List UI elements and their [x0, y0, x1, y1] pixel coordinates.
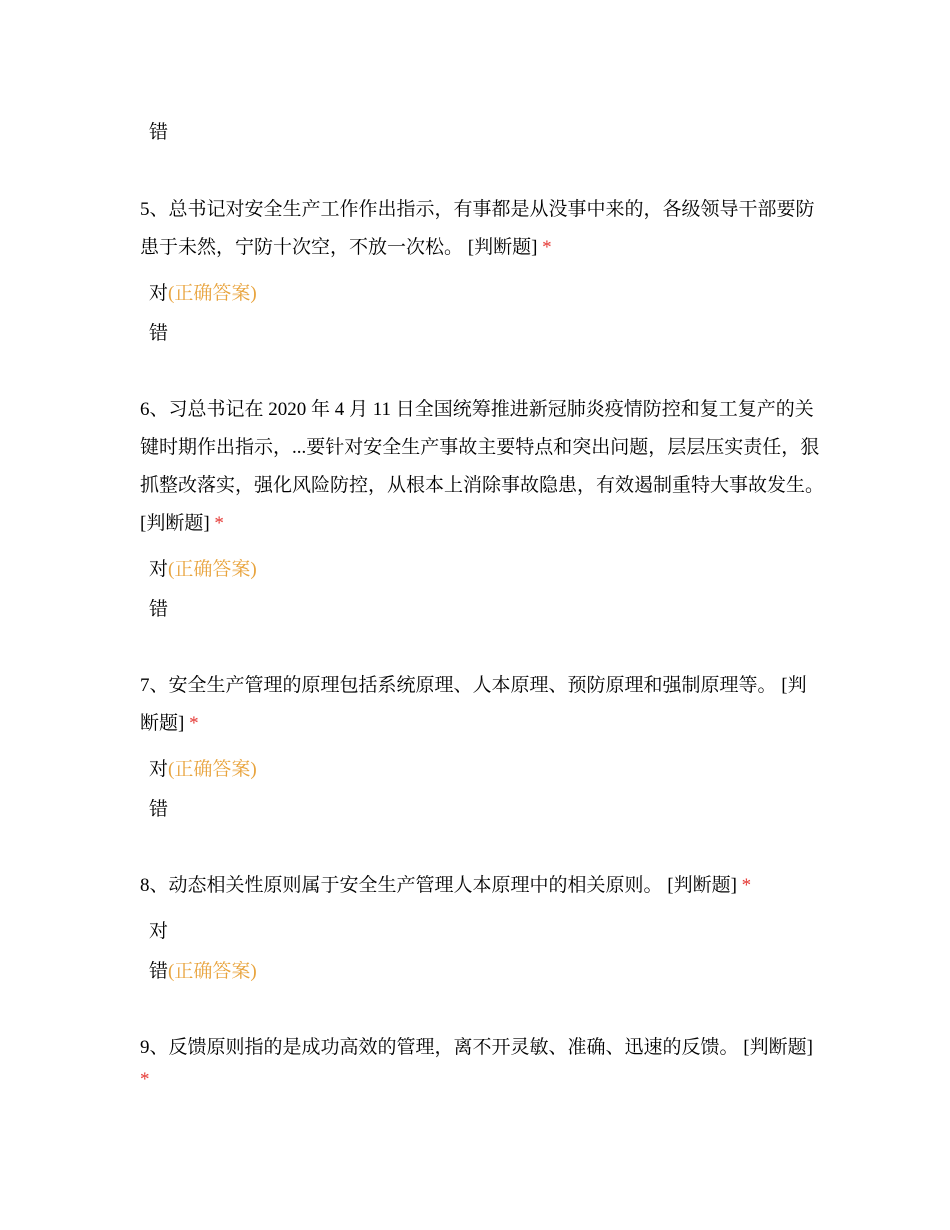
question-text-line: 8、动态相关性原则属于安全生产管理人本原理中的相关原则。 [判断题] * — [140, 875, 752, 896]
question-text-line: 断题] * — [140, 713, 199, 734]
option-false — [149, 596, 168, 624]
question-text-line — [140, 1066, 150, 1094]
correct-answer-tag: (正确答案) — [168, 961, 257, 982]
option-true — [149, 280, 257, 308]
option-label: 对 — [149, 559, 169, 580]
question-text-line: 键时期作出指示，...要针对安全生产事故主要特点和突出问题，层层压实责任，狠 — [140, 437, 820, 458]
option-label: 错 — [149, 599, 169, 620]
option-false — [149, 796, 168, 824]
question-number: 5、 — [140, 199, 169, 220]
required-asterisk: * — [140, 1069, 150, 1090]
option-label: 错 — [149, 323, 169, 344]
option-true — [149, 756, 257, 784]
question-number: 6、 — [140, 399, 169, 420]
correct-answer-tag: (正确答案) — [168, 283, 257, 304]
option-label: 对 — [149, 759, 169, 780]
option-incorrect — [149, 119, 168, 147]
option-label: 对 — [149, 283, 169, 304]
option-false — [149, 958, 257, 986]
question-text-line: 6、习总书记在 2020 年 4 月 11 日全国统筹推进新冠肺炎疫情防控和复工复产的关 — [140, 399, 814, 420]
question-text-line: [判断题] * — [140, 513, 224, 534]
option-label: 错 — [149, 961, 169, 982]
required-asterisk: * — [741, 875, 752, 896]
question-text-line: 9、反馈原则指的是成功高效的管理，离不开灵敏、准确、迅速的反馈。 [判断题] — [140, 1037, 813, 1058]
question-number: 7、 — [140, 675, 169, 696]
required-asterisk: * — [214, 513, 224, 534]
option-true — [149, 556, 257, 584]
option-label: 错 — [149, 122, 169, 143]
required-asterisk: * — [189, 713, 199, 734]
required-asterisk: * — [542, 237, 552, 258]
question-text-line: 7、安全生产管理的原理包括系统原理、人本原理、预防原理和强制原理等。 [判 — [140, 675, 807, 696]
option-label: 对 — [149, 921, 169, 942]
question-text-line: 患于未然，宁防十次空，不放一次松。 [判断题] * — [140, 237, 552, 258]
option-true — [149, 918, 168, 946]
option-label: 错 — [149, 799, 169, 820]
correct-answer-tag: (正确答案) — [168, 759, 257, 780]
question-number: 8、 — [140, 875, 169, 896]
question-number: 9、 — [140, 1037, 169, 1058]
option-false — [149, 320, 168, 348]
question-text-line: 5、总书记对安全生产工作作出指示，有事都是从没事中来的，各级领导干部要防 — [140, 199, 815, 220]
correct-answer-tag: (正确答案) — [168, 559, 257, 580]
question-text-line: 抓整改落实，强化风险防控，从根本上消除事故隐患，有效遏制重特大事故发生。 — [140, 475, 825, 496]
